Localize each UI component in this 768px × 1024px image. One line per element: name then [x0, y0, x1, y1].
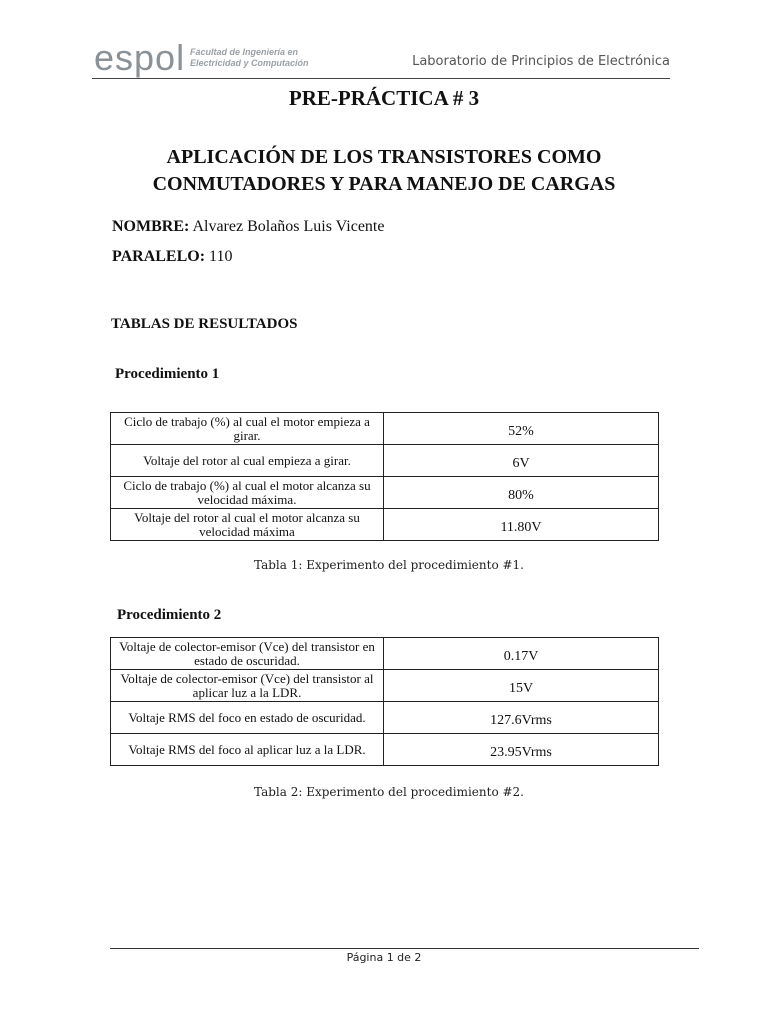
table-row: Voltaje del rotor al cual el motor alcanza su velocidad máxima 11.80V [111, 509, 659, 541]
results-table-2 [110, 637, 659, 766]
table-row: Voltaje RMS del foco en estado de oscuridad. 127.6Vrms [111, 702, 659, 734]
name-field: NOMBRE: Alvarez Bolaños Luis Vicente [112, 218, 385, 235]
page-subtitle: APLICACIÓN DE LOS TRANSISTORES COMO CONMUTADORES Y PARA MANEJO DE CARGAS [152, 146, 616, 195]
lab-name: Laboratorio de Principios de Electrónica [412, 54, 670, 69]
table-1-caption: Tabla 1: Experimento del procedimiento #1. [254, 558, 524, 572]
espol-logo: espol [94, 37, 186, 78]
table-row: Voltaje del rotor al cual empieza a girar. 6V [111, 445, 659, 477]
section-title: TABLAS DE RESULTADOS [111, 316, 298, 332]
page-header [92, 37, 670, 79]
footer-divider [110, 948, 699, 949]
faculty-name: Facultad de Ingeniería en Electricidad y Computación [190, 47, 309, 68]
page-title: PRE-PRÁCTICA # 3 [288, 86, 480, 110]
table-row: Ciclo de trabajo (%) al cual el motor alcanza su velocidad máxima. 80% [111, 477, 659, 509]
table-row: Voltaje de colector-emisor (Vce) del transistor en estado de oscuridad. 0.17V [111, 638, 659, 670]
table-row: Ciclo de trabajo (%) al cual el motor empieza a girar. 52% [111, 413, 659, 445]
table-row: Voltaje RMS del foco al aplicar luz a la LDR. 23.95Vrms [111, 734, 659, 766]
table-row: Voltaje de colector-emisor (Vce) del transistor al aplicar luz a la LDR. 15V [111, 670, 659, 702]
results-table-1 [110, 412, 659, 541]
paralelo-field: PARALELO: 110 [112, 248, 233, 265]
table-2-caption: Tabla 2: Experimento del procedimiento #2. [254, 785, 524, 799]
page-number: Página 1 de 2 [346, 951, 422, 964]
procedure-1-title: Procedimiento 1 [115, 366, 220, 382]
procedure-2-title: Procedimiento 2 [117, 607, 222, 623]
